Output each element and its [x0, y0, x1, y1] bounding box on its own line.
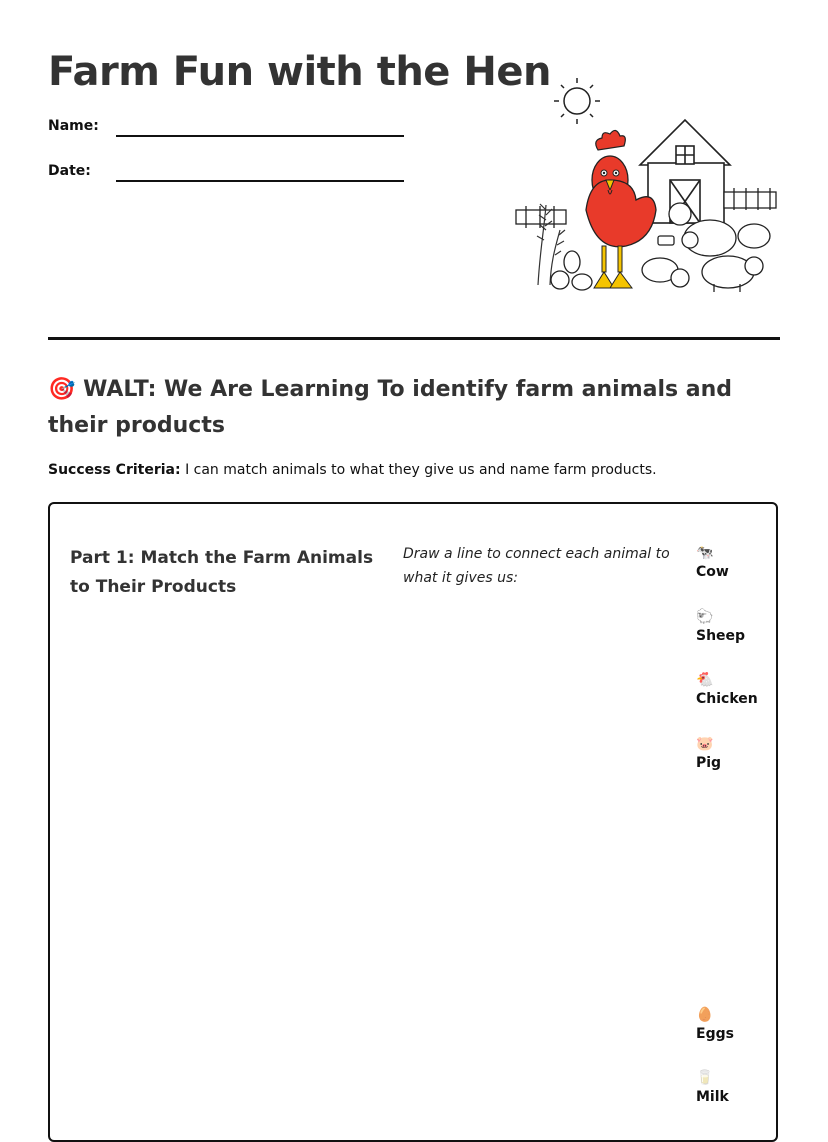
walt-text: WALT: We Are Learning To identify farm animals and their products	[48, 377, 733, 438]
cow-icon: 🐄	[696, 545, 714, 561]
part1-panel	[48, 502, 778, 1142]
product-item-eggs[interactable]	[696, 1006, 734, 1044]
animal-label: Sheep	[696, 628, 746, 644]
product-item-milk[interactable]	[696, 1069, 729, 1107]
pig-icon: 🐷	[696, 736, 714, 752]
date-label: Date:	[48, 163, 91, 179]
date-line[interactable]	[116, 180, 404, 182]
animal-label: Pig	[696, 755, 722, 771]
animal-item-chicken[interactable]	[696, 671, 758, 709]
chicken-icon: 🐔	[696, 672, 714, 688]
date-field[interactable]	[48, 163, 91, 179]
worksheet-title: Farm Fun with the Hen	[48, 49, 551, 95]
name-line[interactable]	[116, 135, 404, 137]
success-criteria-label: Success Criteria:	[48, 462, 181, 478]
success-criteria-text: I can match animals to what they give us and name farm products.	[185, 462, 657, 478]
walt-heading	[48, 372, 778, 444]
part1-instruction: Draw a line to connect each animal to what it gives us:	[403, 546, 670, 586]
animal-item-sheep[interactable]	[696, 608, 745, 646]
sun-icon	[554, 78, 600, 124]
animal-label: Cow	[696, 564, 729, 580]
success-criteria	[48, 462, 788, 478]
egg-icon: 🥚	[696, 1007, 714, 1023]
product-label: Eggs	[696, 1026, 734, 1042]
target-icon: 🎯	[48, 377, 76, 402]
animal-item-pig[interactable]	[696, 735, 721, 773]
animal-label: Chicken	[696, 691, 758, 707]
name-field[interactable]	[48, 118, 99, 134]
sheep-icon: 🐑	[696, 609, 714, 625]
name-label: Name:	[48, 118, 99, 134]
milk-icon: 🥛	[696, 1070, 714, 1086]
animal-item-cow[interactable]	[696, 544, 729, 582]
header-divider	[48, 337, 780, 340]
part1-title: Part 1: Match the Farm Animals to Their Products	[70, 548, 374, 597]
farm-hen-illustration	[510, 70, 782, 300]
product-label: Milk	[696, 1089, 729, 1105]
